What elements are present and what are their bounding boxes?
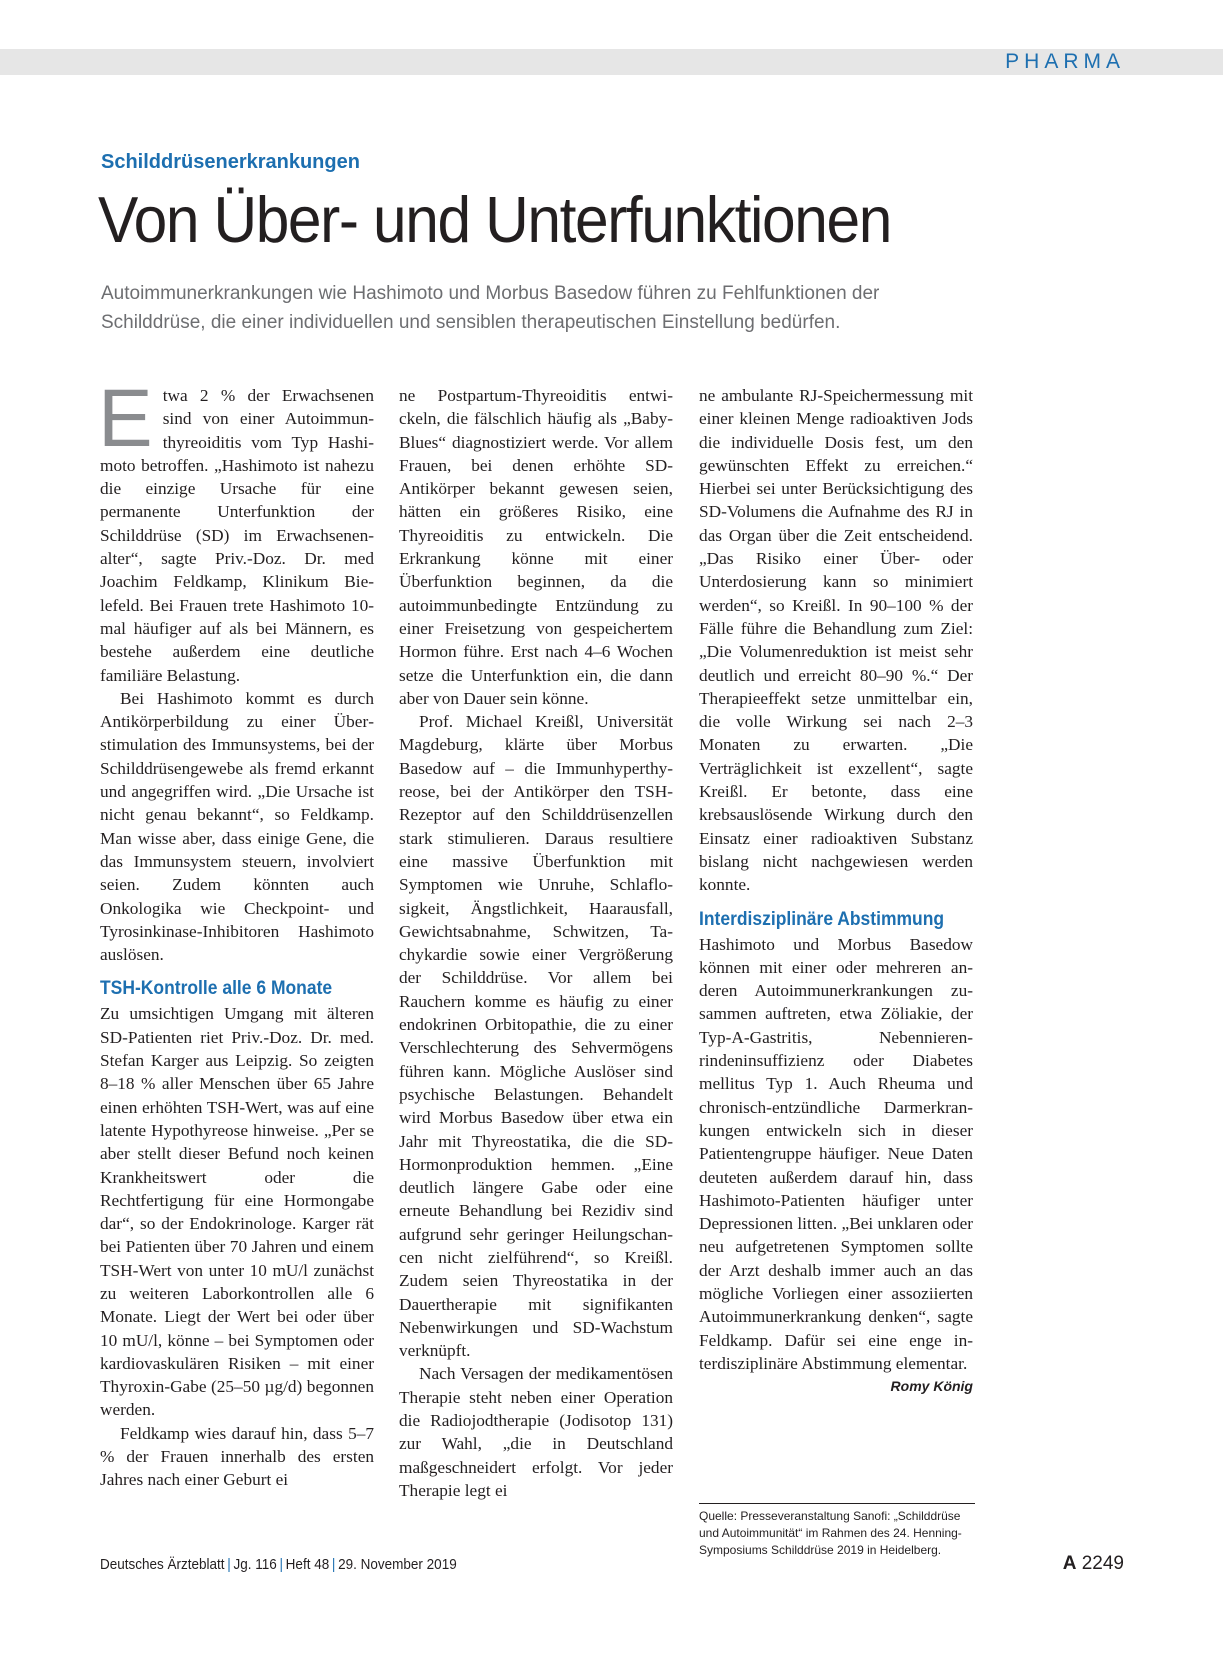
article-kicker: Schilddrüsenerkrankungen [101,151,360,173]
article-title: Von Über- und Unterfunktionen [98,183,891,256]
article-lead: Autoimmunerkrankungen wie Hashimoto und Morbus Basedow führen zu Fehlfunktionen der Schilddrüse, die einer individuellen und sensiblen therapeutischen Einstellung bedürfen. [101,283,880,333]
paragraph: ne Postpartum-Thyreoiditis entwickeln, die fälschlich häufig als „Baby-Blues“ diagnostiziert werde. Vor allem Frauen, bei denen erhöhte SD-Antikörper bekannt gewesen seien, hätten ein größeres Risiko, eine Thyreoiditis zu entwickeln. Die Erkrankung könne mit einer Überfunktion beginnen, da die autoimmunbedingte Entzündung zu einer Freisetzung von gespeichertem Hormon führe. Erst nach 4–6 Wochen setze die Unterfunktion ein, die dann aber von Dauer sein könne. [399,386,673,708]
text-column-1 [98,373,374,1492]
separator: | [279,1556,283,1573]
paragraph: Zu umsichtigen Umgang mit älteren SD-Patienten riet Priv.-Doz. Dr. med. Stefan Karger aus Leipzig. So zeigten 8–18 % aller Menschen über 65 Jahre einen erhöhten TSH-Wert, was auf eine latente Hypothyreose hinweise. „Per se aber stellt dieser Befund noch keinen Krankheitswert oder die Rechtfertigung für eine Hormongabe dar“, so der Endokrinologe. Karger rät bei Patienten über 70 Jahren und einem TSH-Wert von unter 10 mU/l zunächst zu weiteren Laborkontrollen alle 6 Monate. Liegt der Wert bei oder über 10 mU/l, könne – bei Symptomen oder kardiovaskulären Risiken – mit einer Thyroxin-Gabe (25–50 µg/d) begonnen werden. [100,1004,374,1420]
subheading: TSH-Kontrolle alle 6 Monate [100,978,333,1000]
author-name: Romy König [890,1378,973,1395]
journal-name: Deutsches Ärzteblatt [100,1556,225,1573]
paragraph [98,373,374,687]
separator: | [227,1556,231,1573]
paragraph-text: twa 2 % der Erwachsenen sind von einer Autoimmunthyreoiditis vom Typ Hashimoto betroffen. „Hashimoto ist nahezu die einzige Ursache für eine permanente Unterfunktion der Schilddrüse (SD) im Erwachsenenalter“, sagte Priv.-Doz. Dr. med Joachim Feldkamp, Klinikum Bielefeld. Bei Frauen trete Hashimoto 10-mal häufiger auf als bei Männern, es bestehe außerdem eine deutliche familiäre Belastung. [100,386,374,685]
footer-citation [100,1556,457,1573]
paragraph-text: Hashimoto und Morbus Basedow können mit einer oder mehreren anderen Autoimmunerkrankungen zusammen auftreten, etwa Zöliakie, der Typ-A-Gastritis, Nebennierenrindeninsuffizienz oder Diabetes mellitus Typ 1. Auch Rheuma und chronisch-entzündliche Darmerkrankungen entwickeln sich in dieser Patientengruppe häufiger. Neue Daten deuteten außerdem darauf hin, dass Hashimoto-Patienten häufiger unter Depressionen litten. „Bei unklaren oder neu aufgetretenen Symptomen sollte der Arzt deshalb immer auch an das mögliche Vorliegen einer assoziierten Autoimmunerkrankung denken“, sagte Feldkamp. Dafür sei eine enge interdisziplinäre Abstimmung elementar. [699,934,974,1373]
paragraph: Bei Hashimoto kommt es durch Antikörperbildung zu einer Überstimulation des Immunsystems, bei der Schilddrüsengewebe als fremd erkannt und angegriffen wird. „Die Ursache ist nicht genau bekannt“, so Feldkamp. Man wisse aber, dass einige Gene, die das Immunsystem steuern, involviert seien. Zudem könnten auch Onkologika wie Checkpoint- und Tyrosinkinase-Inhibitoren Hashimoto auslösen. [100,688,374,965]
journal-volume: Jg. 116 [233,1556,277,1573]
page-number [1063,1553,1124,1575]
paragraph: Prof. Michael Kreißl, Universität Magdeburg, klärte über Morbus Basedow auf – die Immunhyperthyreose, bei der Antikörper den TSH-Rezeptor auf den Schilddrüsenzellen stark stimulieren. Daraus resultiere eine massive Überfunktion mit Symptomen wie Unruhe, Schlaflosigkeit, Ängstlichkeit, Haarausfall, Gewichtsabnahme, Schwitzen, Tachykardie sowie einer Vergrößerung der Schilddrüse. Vor allem bei Rauchern komme es häufig zu einer endokrinen Orbitopathie, die zu einer Verschlechterung des Sehvermögens führen kann. Mögliche Auslöser sind psychische Belastungen. Behandelt wird Morbus Basedow über etwa ein Jahr mit Thyreostatika, die die SD-Hormonproduktion hemmen. „Eine deutlich längere Gabe oder eine erneute Behandlung bei Rezidiv sind aufgrund sehr geringer Heilungschancen nicht zielführend“, so Kreißl. Zudem seien Thyreostatika in der Dauertherapie mit signifikanten Nebenwirkungen und SD-Wachstum verknüpft. [399,712,673,1361]
paragraph: Nach Versagen der medikamentösen Therapie steht neben einer Operation die Radiojodtherapie (Jodisotop 131) zur Wahl, „die in Deutschland maßgeschneidert erfolgt. Vor jeder Therapie legt ei [399,1364,673,1500]
paragraph [699,933,974,1395]
paragraph: ne ambulante RJ-Speichermessung mit einer kleinen Menge radioaktiven Jods die individuelle Dosis fest, um den gewünschten Effekt zu erreichen.“ Hierbei sei unter Berücksichtigung des SD-Volumens die Aufnahme des RJ in das Organ über die Zeit entscheidend. „Das Risiko einer Über- oder Unterdosierung kann so minimiert werden“, so Kreißl. In 90–100 % der Fälle führe die Behandlung zum Ziel: „Die Volumenreduktion ist meist sehr deutlich und erreicht 80–90 %.“ Der Therapieeffekt setze unmittelbar ein, die volle Wirkung sei nach 2–3 Monaten zu erwarten. „Die Verträglichkeit ist exzellent“, sagte Kreißl. Er betonte, dass eine krebsauslösende Wirkung durch den Einsatz einer radioaktiven Substanz bislang nicht nachgewiesen werden konnte. [699,386,973,895]
journal-issue: Heft 48 [285,1556,330,1573]
page-number-value: 2249 [1081,1553,1124,1574]
text-column-3 [699,384,973,1398]
subheading: Interdisziplinäre Abstimmung [699,908,945,930]
paragraph: Feldkamp wies darauf hin, dass 5–7 % der Frauen innerhalb des ersten Jahres nach einer Geburt ei [100,1423,374,1490]
source-note: Quelle: Presseveranstaltung Sanofi: „Schilddrüse und Autoimmunität“ im Rahmen des 24. Henning-Symposiums Schilddrüse 2019 in Heidelberg. [699,1503,975,1559]
page-prefix: A [1062,1553,1077,1574]
issue-date: 29. November 2019 [338,1556,457,1573]
section-label: PHARMA [1005,50,1125,73]
text-column-2 [399,384,673,1502]
separator: | [331,1556,336,1573]
drop-cap: E [98,373,153,464]
